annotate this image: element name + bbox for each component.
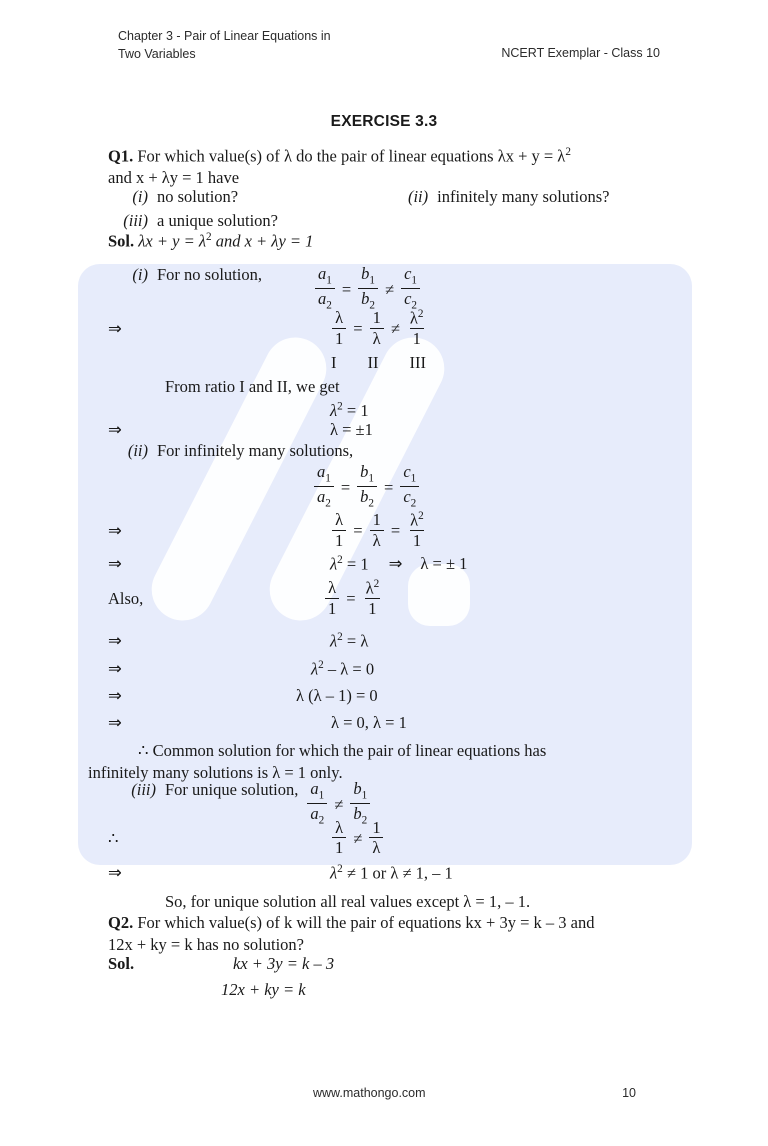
case-i-value-ratio	[331, 310, 428, 348]
fraction-lambda2-1-c: $\frac{\lambda^2}{1}$	[365, 578, 380, 618]
book-title: NCERT Exemplar - Class 10	[501, 46, 660, 60]
question-1-option-row-1	[108, 186, 688, 208]
question-1	[108, 145, 688, 189]
case-ii-also-ratio	[324, 580, 383, 618]
case-ii-caption-row	[108, 440, 688, 462]
question-2-equation-2: 12x + ky = k	[221, 979, 306, 999]
question-1-solution-head	[108, 230, 688, 252]
ratio-operator-1: =	[341, 279, 352, 299]
fraction-lambda-1-b: $\frac{\lambda}{1}$	[332, 511, 346, 549]
fraction-b1-b2-iii: $\frac{b_1}{b_2}$	[350, 780, 370, 827]
fraction-c1-c2-ii: $\frac{c_1}{c_2}$	[400, 463, 419, 510]
case-ii-generic-ratio	[313, 464, 688, 511]
case-i-from-ratio	[108, 376, 688, 398]
case-ii-number: (ii)	[127, 441, 148, 460]
case-i-number: (i)	[132, 265, 148, 284]
question-1-option-row-2	[108, 210, 688, 232]
question-2	[108, 912, 688, 956]
case-i-lambda-pm1: λ = ±1	[330, 420, 373, 439]
implies-arrow-8: ⇒	[108, 713, 122, 732]
case-ii-line6	[108, 712, 688, 734]
question-2-solution-row-2	[108, 979, 688, 1001]
option-i-number: (i)	[132, 187, 148, 206]
chapter-title	[118, 28, 331, 64]
case-ii-values	[108, 512, 688, 550]
value-operator-2-ii: =	[390, 521, 401, 541]
implies-arrow-1: ⇒	[108, 319, 122, 339]
value-operator-1: =	[353, 319, 363, 339]
footer-url: www.mathongo.com	[313, 1086, 426, 1100]
value-operator-1-ii: =	[353, 521, 363, 541]
question-2-statement	[108, 912, 688, 956]
case-i-lambda-sq: $\lambda^2 = 1$	[330, 400, 369, 420]
exercise-title: EXERCISE 3.3	[330, 113, 438, 130]
footer-page-number: 10	[622, 1086, 636, 1100]
question-2-text-line2: 12x + ky = k has no solution?	[108, 934, 304, 954]
chapter-title-line2: Two Variables	[118, 46, 196, 61]
case-ii-quadratic: $\lambda^2 - \lambda = 0$	[311, 659, 375, 679]
fraction-b1-b2: $\frac{b_1}{b_2}$	[358, 265, 378, 312]
from-ratio-text: From ratio I and II, we get	[165, 377, 340, 396]
case-ii-value-ratio	[331, 512, 428, 550]
fraction-a1-a2: $\frac{a_1}{a_2}$	[315, 265, 335, 312]
fraction-1-lambda-a: $\frac{1}{\lambda}$	[370, 309, 384, 347]
case-iii-final	[108, 891, 688, 913]
marker-II: II	[367, 353, 379, 372]
question-2-solution	[108, 953, 688, 1001]
implies-arrow-9: ⇒	[108, 863, 122, 883]
also-operator: =	[346, 589, 356, 609]
therefore-symbol: ∴	[108, 828, 119, 848]
question-1-text-part2: and x + λy = 1 have	[108, 168, 240, 188]
case-iii-caption: For unique solution,	[165, 780, 299, 799]
fraction-lambda-1-d: $\frac{\lambda}{1}$	[332, 819, 346, 857]
implies-arrow-5: ⇒	[108, 631, 122, 651]
solution-equation-part1: λx + y = λ	[138, 231, 206, 251]
marker-III: III	[409, 353, 426, 372]
case-i	[108, 264, 688, 313]
marker-I: I	[331, 353, 337, 372]
case-iii-number: (iii)	[131, 780, 156, 799]
ratio-operator-2-ii: =	[384, 477, 394, 497]
case-iii-value-ratio	[331, 820, 385, 858]
fraction-b1-b2-ii: $\frac{b_1}{b_2}$	[357, 463, 377, 510]
case-ii-line4	[108, 658, 688, 680]
value-operator-iii: ≠	[353, 828, 363, 848]
implies-arrow-7: ⇒	[108, 686, 122, 705]
value-operator-2: ≠	[390, 319, 400, 339]
question-1-text-sup: 2	[565, 146, 571, 158]
implies-arrow-3: ⇒	[108, 521, 122, 541]
case-i-generic-ratio	[314, 266, 421, 313]
implies-arrow-2: ⇒	[108, 420, 122, 439]
fraction-lambda2-1-a: $\frac{\lambda^2}{1}$	[409, 308, 424, 348]
case-ii-also	[108, 580, 688, 618]
case-ii-factored: λ (λ – 1) = 0	[296, 686, 378, 705]
case-ii-lambda-sq-eq-lambda: $\lambda^2 = \lambda$	[330, 631, 369, 651]
question-1-statement	[108, 145, 688, 189]
implies-arrow-6: ⇒	[108, 659, 122, 679]
fraction-1-lambda-d: $\frac{1}{\lambda}$	[369, 819, 383, 857]
question-1-text-part1: For which value(s) of λ do the pair of linear equations λx + y = λ	[137, 146, 566, 166]
solution-equation-sup: 2	[205, 231, 212, 243]
fraction-lambda-1-a: $\frac{\lambda}{1}$	[332, 309, 346, 347]
implies-arrow-inline: ⇒	[388, 554, 403, 574]
case-i-eq2	[108, 419, 688, 441]
page-header	[118, 28, 660, 64]
question-2-solution-row-1	[108, 953, 688, 975]
option-iii-number: (iii)	[123, 210, 148, 230]
case-ii-generic	[108, 464, 688, 511]
also-label: Also,	[108, 589, 144, 609]
case-i-caption-row	[108, 264, 688, 313]
implies-arrow-4: ⇒	[108, 554, 122, 574]
case-ii	[108, 440, 688, 462]
case-ii-line2	[108, 553, 688, 575]
case-ii-caption: For infinitely many solutions,	[157, 441, 354, 460]
fraction-lambda-1-c: $\frac{\lambda}{1}$	[325, 579, 339, 617]
fraction-c1-c2: $\frac{c_1}{c_2}$	[401, 265, 420, 312]
case-ii-line3	[108, 630, 688, 652]
case-i-values-row	[108, 310, 688, 348]
case-ii-roots: λ = 0, λ = 1	[331, 713, 407, 732]
option-iii-text: a unique solution?	[157, 210, 278, 230]
case-ii-lambda-pm1: λ = ± 1	[420, 554, 468, 574]
solution-label: Sol.	[108, 231, 135, 251]
question-2-text-line1: For which value(s) of k will the pair of equations kx + 3y = k – 3 and	[137, 913, 595, 932]
solution-equation-part2: and x + λy = 1	[215, 231, 314, 251]
option-ii-number: (ii)	[407, 187, 429, 206]
option-ii-text: infinitely many solutions?	[437, 187, 610, 206]
fraction-a1-a2-ii: $\frac{a_1}{a_2}$	[314, 463, 334, 510]
case-i-caption: For no solution,	[157, 265, 262, 284]
option-i-text: no solution?	[157, 187, 239, 206]
case-i-roman-markers	[108, 352, 688, 374]
case-ii-line5	[108, 685, 688, 707]
page-footer	[118, 1086, 660, 1100]
ratio-operator-1-ii: =	[340, 477, 351, 497]
fraction-1-lambda-b: $\frac{1}{\lambda}$	[370, 511, 384, 549]
case-ii-conclusion	[88, 740, 688, 784]
ratio-operator-2: ≠	[385, 279, 395, 299]
question-2-equation-1: kx + 3y = k – 3	[233, 954, 335, 973]
ratio-operator-iii: ≠	[334, 794, 344, 814]
unique-solution-final-text: So, for unique solution all real values except λ = 1, – 1.	[165, 892, 531, 911]
case-iii-values	[108, 820, 688, 858]
case-i-values	[108, 310, 688, 348]
conclusion-line-1: ∴ Common solution for which the pair of linear equations has	[138, 741, 547, 760]
conclusion-line-2: infinitely many solutions is λ = 1 only.	[88, 762, 343, 782]
question-2-solution-label: Sol.	[108, 954, 135, 973]
chapter-title-line1: Chapter 3 - Pair of Linear Equations in	[118, 29, 331, 43]
case-iii-result: $\lambda^2 \ne 1$ or λ ≠ 1, – 1	[330, 863, 453, 883]
question-1-label: Q1.	[108, 146, 134, 166]
question-1-options	[108, 186, 688, 232]
question-2-label: Q2.	[108, 913, 134, 932]
case-iii-line	[108, 862, 688, 884]
fraction-lambda2-1-b: $\frac{\lambda^2}{1}$	[410, 510, 424, 550]
fraction-a1-a2-iii: $\frac{a_1}{a_2}$	[307, 780, 327, 827]
case-ii-lambda-sq-eq1: $\lambda^2 = 1$	[330, 554, 369, 574]
